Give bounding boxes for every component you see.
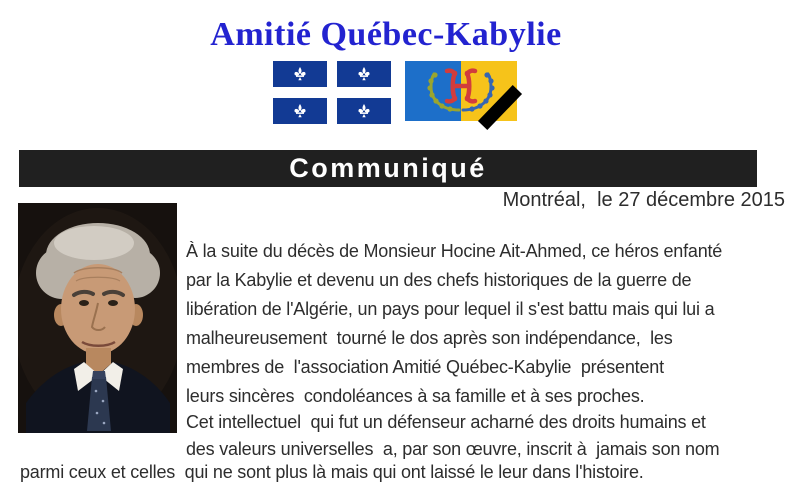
body-line: des valeurs universelles a, par son œuvre, inscrit à jamais son nom [186, 439, 720, 459]
body-line: membres de l'association Amitié Québec-Kabylie présentent [186, 357, 664, 377]
portrait-photo [18, 203, 177, 433]
body-line: par la Kabylie et devenu un des chefs historiques de la guerre de [186, 270, 692, 290]
body-line: leurs sincères condoléances à sa famille et à ses proches. [186, 386, 645, 406]
body-line: parmi ceux et celles qui ne sont plus là mais qui ont laissé le leur dans l'histoire. [20, 462, 644, 482]
body-line: À la suite du décès de Monsieur Hocine Ait-Ahmed, ce héros enfanté [186, 241, 723, 261]
banner-title: Communiqué [289, 153, 487, 183]
dateline: Montréal, le 27 décembre 2015 [502, 189, 785, 211]
org-title: Amitié Québec-Kabylie [210, 16, 562, 53]
quebec-flag-icon [273, 61, 391, 124]
body-line: libération de l'Algérie, un pays pour lequel il s'est battu mais qui lui a [186, 299, 715, 319]
body-line: malheureusement tourné le dos après son indépendance, les [186, 328, 673, 348]
body-line: Cet intellectuel qui fut un défenseur acharné des droits humains et [186, 412, 706, 432]
communique-banner [19, 150, 757, 187]
